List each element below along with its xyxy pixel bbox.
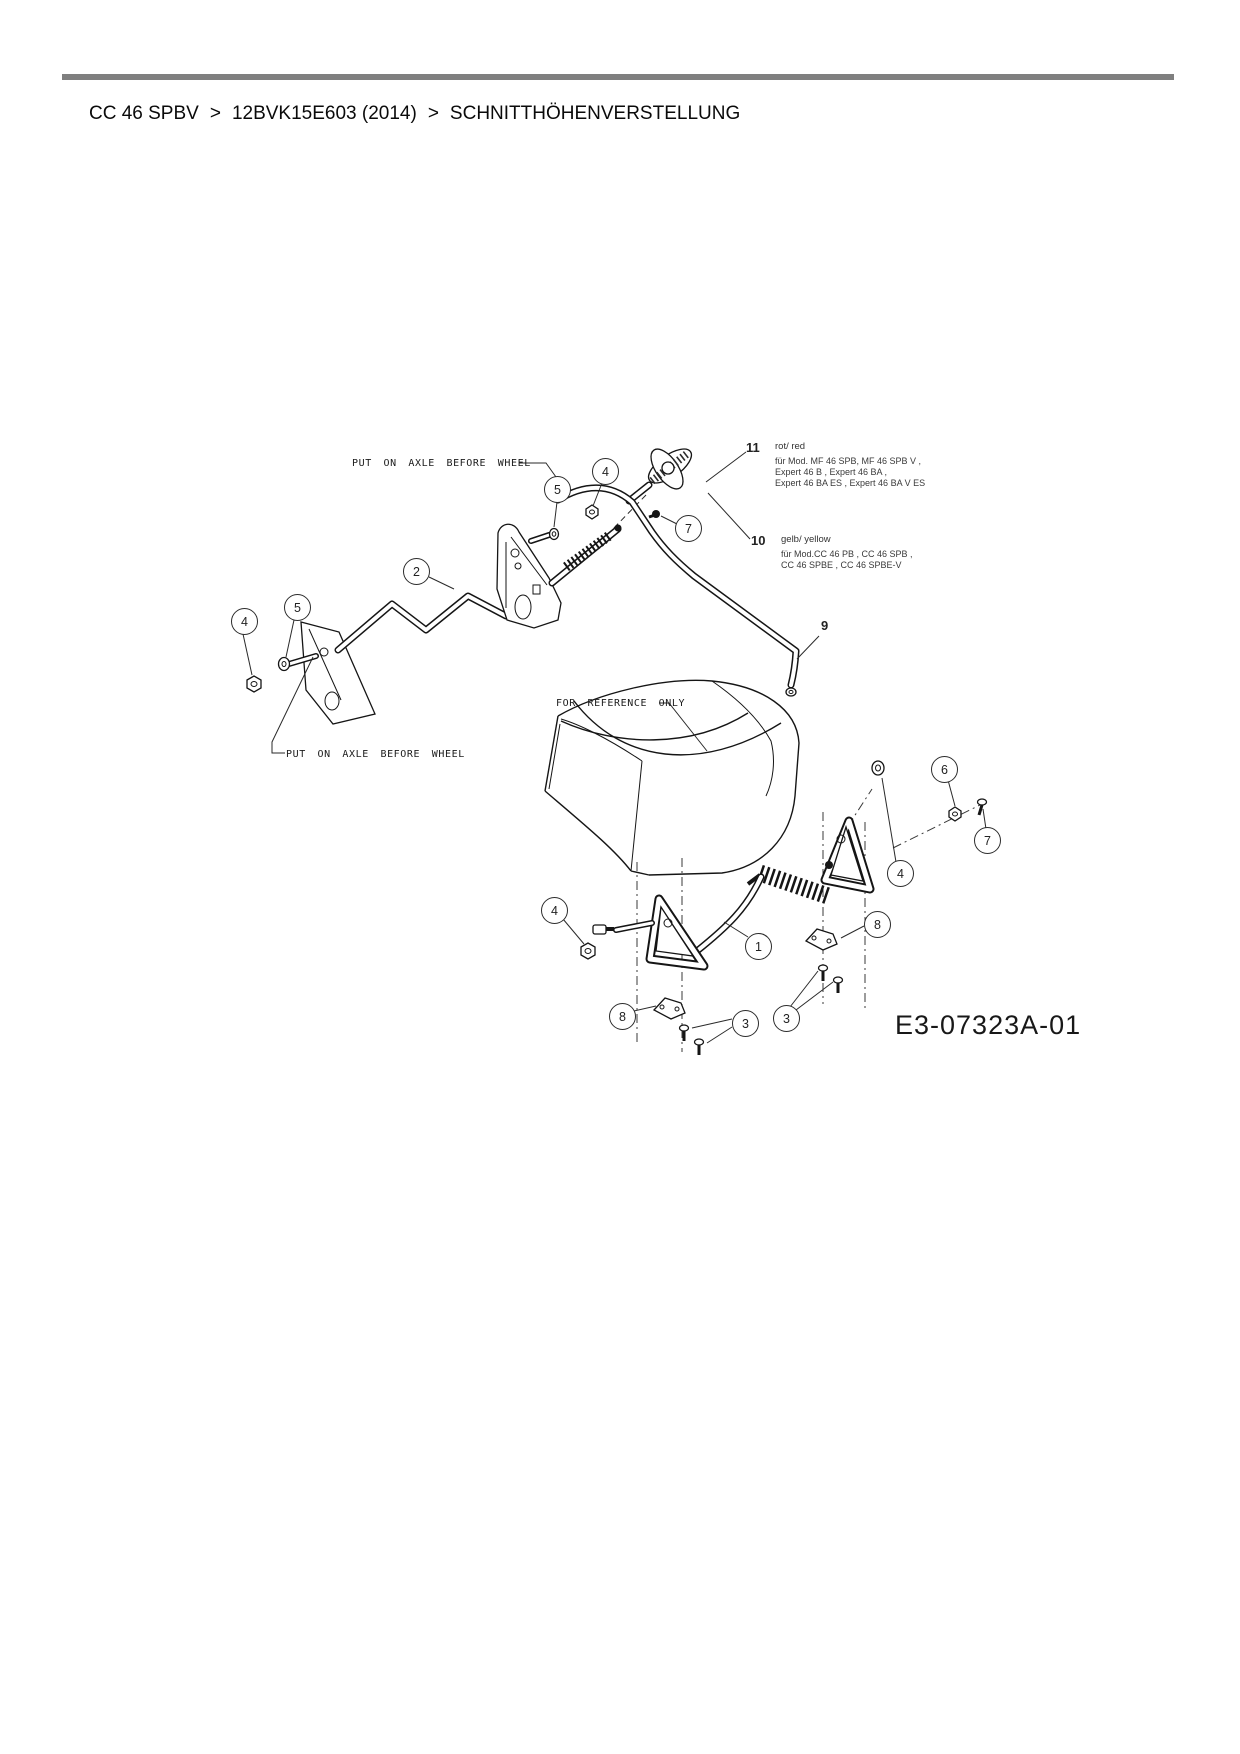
callout-7-right[interactable]: 7 xyxy=(974,827,1001,854)
callout-4-right[interactable]: 4 xyxy=(887,860,914,887)
ref-10[interactable]: 10 xyxy=(751,533,766,548)
drawing-number: E3-07323A-01 xyxy=(895,1010,1082,1040)
callout-3-lower[interactable]: 3 xyxy=(732,1010,759,1037)
callout-5-upper[interactable]: 5 xyxy=(544,476,571,503)
callout-3-right[interactable]: 3 xyxy=(773,1005,800,1032)
variant-color-11: rot/ red xyxy=(775,441,806,452)
callout-1[interactable]: 1 xyxy=(745,933,772,960)
lower-lever-bracket xyxy=(616,899,704,966)
left-washer xyxy=(279,658,290,671)
cable-clamp-left xyxy=(654,998,685,1019)
callout-2[interactable]: 2 xyxy=(403,558,430,585)
variant-note-10 xyxy=(781,534,913,571)
callout-4-upper[interactable]: 4 xyxy=(592,458,619,485)
cable-clamp-right xyxy=(806,929,837,950)
variant-color-10: gelb/ yellow xyxy=(781,534,831,545)
variant-models-line: für Mod. MF 46 SPB, MF 46 SPB V , xyxy=(775,456,922,466)
lower-bolt xyxy=(593,925,614,934)
lever-bolt xyxy=(649,510,660,518)
lower-nut xyxy=(581,943,595,959)
callout-6[interactable]: 6 xyxy=(931,756,958,783)
breadcrumb-separator: > xyxy=(427,103,439,124)
callout-5-left[interactable]: 5 xyxy=(284,594,311,621)
right-lever-bracket xyxy=(825,821,870,889)
left-nut xyxy=(247,676,261,692)
variant-models-line: für Mod.CC 46 PB , CC 46 SPB , xyxy=(781,549,913,559)
left-axle-bracket xyxy=(289,622,375,724)
clamp-screws-right xyxy=(819,965,843,993)
breadcrumb-separator: > xyxy=(209,103,221,124)
breadcrumb-variant[interactable]: 12BVK15E603 (2014) xyxy=(231,103,417,124)
right-nut xyxy=(949,807,961,821)
variant-models-line: Expert 46 BA ES , Expert 46 BA V ES xyxy=(775,478,926,488)
variant-models-line: Expert 46 B , Expert 46 BA , xyxy=(775,467,888,477)
ref-11[interactable]: 11 xyxy=(746,440,760,455)
variant-note-11 xyxy=(775,441,925,489)
callout-4-left[interactable]: 4 xyxy=(231,608,258,635)
axle-note-top: PUT ON AXLE BEFORE WHEEL xyxy=(352,458,531,469)
axle-rod xyxy=(338,596,506,650)
adjustment-lever xyxy=(552,525,622,584)
rod-washer xyxy=(786,688,796,696)
variant-models-line: CC 46 SPBE , CC 46 SPBE-V xyxy=(781,560,902,570)
breadcrumb-model[interactable]: CC 46 SPBV xyxy=(89,103,199,124)
reference-note: FOR REFERENCE ONLY xyxy=(556,698,686,709)
breadcrumb-section: SCHNITTHÖHENVERSTELLUNG xyxy=(449,103,741,124)
axle-note-bottom: PUT ON AXLE BEFORE WHEEL xyxy=(286,749,465,760)
pivot-bracket xyxy=(497,524,561,628)
pivot-nut xyxy=(586,505,598,519)
clamp-screws-left xyxy=(680,1025,704,1055)
wing-knob xyxy=(629,443,697,501)
right-screw xyxy=(978,799,987,815)
right-washer xyxy=(872,761,884,775)
callout-4-lower[interactable]: 4 xyxy=(541,897,568,924)
ref-9[interactable]: 9 xyxy=(821,618,829,633)
mower-deck-outline xyxy=(545,680,799,875)
callout-8-right[interactable]: 8 xyxy=(864,911,891,938)
callout-7-upper[interactable]: 7 xyxy=(675,515,702,542)
pivot-washer xyxy=(550,529,559,540)
callout-8-lower[interactable]: 8 xyxy=(609,1003,636,1030)
